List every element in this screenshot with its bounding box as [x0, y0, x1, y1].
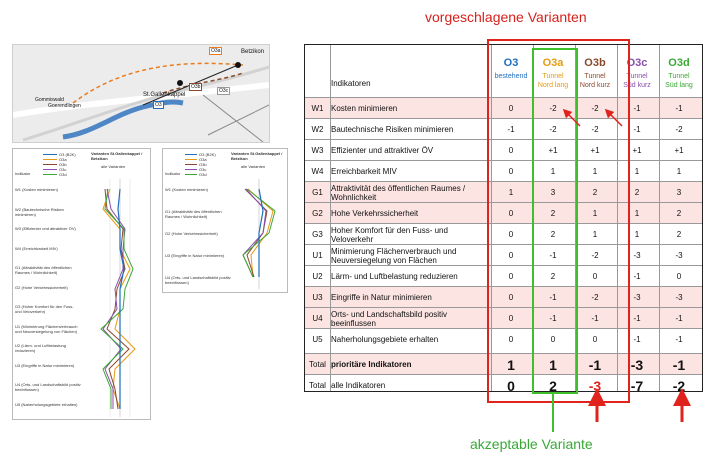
mini-right-row-label: W1 (Kosten minimieren) [165, 187, 208, 192]
row-code: U4 [312, 314, 323, 323]
row-value: -1 [549, 251, 557, 260]
row-value: 0 [507, 377, 515, 394]
row-value: -7 [630, 377, 644, 394]
row-value: -1 [633, 104, 641, 113]
row-value: 1 [592, 209, 598, 218]
row-value: 0 [508, 335, 514, 344]
mini-left-subtitle: alle Varianten [101, 164, 126, 169]
mini-right-row-label: U4 (Orts- und Landschaftsbild positiv beeinflussen) [165, 275, 231, 285]
mini-left-row-label: G2 (Hohe Verkehrssicherheit) [15, 284, 68, 290]
row-value: 2 [634, 188, 640, 197]
table-header-indicators: Indikatoren [331, 79, 371, 88]
row-value: 1 [507, 356, 515, 373]
variant-subtitle2-2: Nord kurz [579, 82, 611, 89]
row-value: +1 [548, 146, 558, 155]
row-value: -1 [633, 314, 641, 323]
row-code: U2 [312, 272, 323, 281]
row-value: -2 [672, 377, 686, 394]
variant-subtitle-4: Tunnel [668, 73, 690, 80]
row-label: Kosten minimieren [331, 104, 398, 113]
arrow-w1-o3a [566, 112, 580, 126]
row-label: Hoher Komfort für den Fuss- und Veloverkehr [331, 225, 448, 244]
mini-right-subtitle: alle Varianten [241, 164, 266, 169]
row-code: U1 [312, 251, 323, 260]
row-label: Eingriffe in Natur minimieren [331, 293, 432, 302]
row-value: 2 [676, 230, 682, 239]
mini-left-row-label: U5 (Naherholungsgebiete erhalten) [15, 401, 78, 407]
mini-left-row-label: U3 (Eingriffe in Natur minimieren) [15, 362, 75, 368]
variant-header-0: O3 [503, 57, 519, 69]
row-value: -1 [633, 125, 641, 134]
variant-header-1: O3a [542, 57, 564, 69]
mini-left-legend-4: O3d [59, 172, 67, 177]
row-code: U5 [312, 335, 323, 344]
mini-left-row-label: W2 (Bautechnische Risiken minimieren) [15, 206, 64, 217]
row-value: -1 [549, 293, 557, 302]
row-value: -1 [672, 356, 686, 373]
row-value: 1 [508, 188, 514, 197]
row-value: 3 [676, 188, 682, 197]
variant-header-3: O3c [626, 57, 648, 69]
row-value: -3 [633, 293, 641, 302]
row-value: 1 [676, 167, 682, 176]
row-label: alle Indikatoren [331, 381, 386, 390]
mini-right-legend-4: O3d [199, 172, 207, 177]
mini-right-legend-2: O3b [199, 162, 207, 167]
row-value: 1 [550, 167, 556, 176]
row-value: -1 [675, 104, 683, 113]
row-value: -3 [588, 377, 602, 394]
row-value: 2 [550, 209, 556, 218]
row-value: +1 [632, 146, 642, 155]
variant-subtitle2-3: Süd kurz [623, 82, 651, 89]
mini-left-row-label: W4 (Erreichbarkeit MIV) [15, 245, 58, 251]
row-value: -3 [633, 251, 641, 260]
row-value: -3 [630, 356, 644, 373]
row-value: 0 [508, 104, 514, 113]
row-label: Hohe Verkehrssicherheit [331, 209, 419, 218]
row-value: 0 [676, 272, 682, 281]
row-label: Naherholungsgebiete erhalten [331, 335, 439, 344]
row-value: 2 [592, 188, 598, 197]
row-value: -1 [633, 335, 641, 344]
mini-left-row-label: W3 (Effizienter und attraktiver ÖV) [15, 226, 76, 231]
row-value: -2 [675, 125, 683, 134]
variant-subtitle-3: Tunnel [626, 73, 648, 80]
mini-left-row-label: G1 (Attraktivität des öffentlichen Raumes / Wohnlichkeit) [15, 265, 72, 275]
variant-header-2: O3b [584, 57, 606, 69]
row-code: G2 [312, 209, 323, 218]
mini-right-legend-0: O3 (B2K) [199, 152, 216, 157]
map-label-betzikon: Betzikon [241, 49, 265, 55]
mini-left-legend-1: O3a [59, 157, 67, 162]
row-value: -3 [675, 293, 683, 302]
variant-subtitle2-4: Süd lang [665, 82, 693, 89]
row-value: -2 [591, 125, 599, 134]
row-code: G3 [312, 230, 323, 239]
row-label: prioritäre Indikatoren [331, 360, 412, 369]
mini-left-indicator-header: Indikator [15, 171, 31, 176]
row-label: Orts- und Landschaftsbild positiv beeinflussen [331, 309, 448, 328]
row-value: 2 [550, 230, 556, 239]
mini-left-row-label: U2 (Lärm- und Luftbelastung reduzieren) [15, 343, 66, 353]
arrow-w1-o3b [608, 112, 622, 126]
row-code: Total [309, 381, 326, 390]
row-value: 0 [508, 209, 514, 218]
row-label: Attraktivität des öffentlichen Raumes / Wohnlichkeit [331, 183, 466, 202]
row-label: Erreichbarkeit MIV [331, 167, 397, 176]
row-value: 0 [508, 314, 514, 323]
row-code: G1 [312, 188, 323, 197]
row-value: -3 [675, 251, 683, 260]
mini-left-row-label: U4 (Orts- und Landschaftsbild positiv beeinflussen) [15, 382, 81, 392]
row-value: 0 [508, 146, 514, 155]
variant-header-4: O3d [668, 57, 690, 69]
variant-subtitle-1: Tunnel [542, 73, 564, 80]
row-label: Effizienter und attraktiver ÖV [331, 146, 434, 155]
row-value: -1 [588, 356, 602, 373]
mini-right-row-label: U3 (Eingriffe in Natur minimieren) [165, 253, 225, 258]
mini-left-title: Varianten St.Gallenkappel / Betzikon [91, 151, 143, 161]
row-code: U3 [312, 293, 323, 302]
row-value: 3 [550, 188, 556, 197]
row-label: Lärm- und Luftbelastung reduzieren [331, 272, 458, 281]
row-value: 0 [508, 167, 514, 176]
row-value: -1 [507, 125, 515, 134]
map-label-gommiswald: Gommiswald [35, 97, 64, 103]
mini-left-legend-0: O3 (B2K) [59, 152, 76, 157]
row-value: -1 [675, 314, 683, 323]
mini-left-row-label: W1 (Kosten minimieren) [15, 187, 58, 192]
heading-proposed-variants: vorgeschlagene Varianten [425, 9, 587, 25]
row-value: 0 [550, 335, 556, 344]
row-value: 1 [634, 209, 640, 218]
mini-right-legend-3: O3c [199, 167, 207, 172]
row-value: 2 [676, 209, 682, 218]
mini-left-row-label: G3 (Hoher Komfort für den Fuss- und Veloverkehr) [15, 304, 74, 314]
row-value: 1 [592, 230, 598, 239]
row-value: 0 [592, 272, 598, 281]
mini-right-title: Varianten St.Gallenkappel / Betzikon [231, 151, 283, 161]
row-code: W3 [311, 146, 324, 155]
row-value: 0 [508, 272, 514, 281]
row-value: 2 [550, 272, 556, 281]
row-value: 1 [634, 167, 640, 176]
heading-acceptable-variant: akzeptable Variante [470, 436, 593, 452]
row-value: 1 [592, 167, 598, 176]
row-value: -2 [591, 104, 599, 113]
row-label: Bautechnische Risiken minimieren [331, 125, 454, 134]
mini-left-legend-2: O3b [59, 162, 67, 167]
map-label-goerendlingen: Goerendlingen [48, 103, 81, 109]
mini-left-legend-3: O3c [59, 167, 67, 172]
row-value: +1 [674, 146, 684, 155]
row-value: 1 [634, 230, 640, 239]
mini-left-row-label: U1 (Minimierung Flächenverbrauch und Neuversiegelung von Flächen) [15, 323, 78, 334]
map-tag-o3c: O3c [219, 88, 229, 94]
row-value: 0 [508, 251, 514, 260]
row-value: 0 [508, 230, 514, 239]
row-value: 0 [508, 293, 514, 302]
mini-right-row-label: G2 (Hohe Verkehrssicherheit) [165, 231, 218, 236]
row-value: -2 [549, 125, 557, 134]
row-value: 0 [592, 335, 598, 344]
row-code: W4 [311, 167, 324, 176]
map-label-stgallenkappel: St.Gallenkappel [143, 92, 186, 98]
row-value: -1 [633, 272, 641, 281]
row-value: +1 [590, 146, 600, 155]
map-tag-o3a: O3a [211, 48, 221, 54]
map-tag-o3: O3 [155, 102, 162, 108]
row-code: W2 [311, 125, 324, 134]
row-value: -1 [591, 314, 599, 323]
row-value: -2 [591, 251, 599, 260]
mini-right-row-label: G1 (Attraktivität des öffentlichen Raumes / Wohnlichkeit) [165, 209, 222, 219]
mini-right-indicator-header: Indikator [165, 171, 181, 176]
variant-subtitle2-1: Nord lang [537, 82, 569, 89]
row-value: -1 [675, 335, 683, 344]
mini-right-legend-1: O3a [199, 157, 207, 162]
row-value: -2 [549, 104, 557, 113]
row-code: Total [309, 360, 326, 369]
variant-subtitle-0: bestehend [494, 73, 528, 80]
row-value: 2 [549, 377, 557, 394]
row-value: 1 [549, 356, 557, 373]
row-code: W1 [311, 104, 324, 113]
row-label: Minimierung Flächenverbrauch und Neuversiegelung von Flächen [331, 246, 457, 265]
variant-subtitle-2: Tunnel [584, 73, 606, 80]
map-tag-o3b: O3b [191, 84, 201, 90]
row-value: -2 [591, 293, 599, 302]
row-value: -1 [549, 314, 557, 323]
